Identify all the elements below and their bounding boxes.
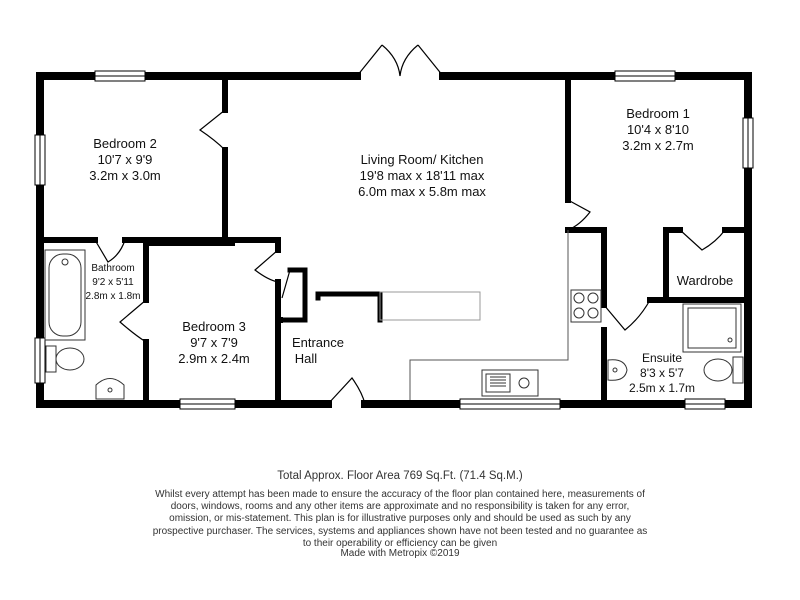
room-imperial: 9'2 x 5'11	[92, 277, 134, 288]
toilet-icon	[704, 357, 743, 383]
room-living-kitchen	[358, 152, 486, 199]
room-metric: 2.9m x 2.4m	[178, 351, 250, 366]
room-metric: 2.8m x 1.8m	[85, 291, 141, 302]
room-imperial: 10'7 x 9'9	[97, 152, 153, 167]
room-name: Bedroom 1	[626, 106, 690, 121]
room-name-line1: Entrance	[291, 335, 345, 350]
room-imperial: 8'3 x 5'7	[640, 366, 684, 380]
made-with-credit: Made with Metropix ©2019	[340, 548, 460, 559]
room-name: Ensuite	[641, 351, 683, 365]
room-metric: 2.5m x 1.7m	[628, 381, 696, 395]
room-bedroom-1	[622, 106, 694, 153]
room-name: Bedroom 3	[182, 319, 246, 334]
room-entrance-hall	[292, 335, 344, 366]
disclaimer-text: Whilst every attempt has been made to ensure the accuracy of the floor plan contained here, measurements of doors, windows, rooms and any other items are approximate and no responsibility is taken for any error, omission, or mis-statement. This plan is for illustrative purposes only and should be used as such by any prospective purchaser. The services, systems and appliances shown have not been tested and no guarantee as to their operability or efficiency can be given	[152, 489, 648, 549]
room-ensuite	[629, 351, 695, 395]
room-name: Bedroom 2	[93, 136, 157, 151]
toilet-icon	[46, 346, 84, 372]
room-name-line2: Hall	[294, 351, 318, 366]
room-name: Wardrobe	[676, 273, 734, 288]
room-metric: 3.2m x 2.7m	[622, 138, 694, 153]
floor-area-total: Total Approx. Floor Area 769 Sq.Ft. (71.4 Sq.M.)	[277, 470, 523, 482]
room-imperial: 10'4 x 8'10	[626, 122, 690, 137]
bathtub-icon	[45, 250, 85, 340]
room-name: Living Room/ Kitchen	[360, 152, 484, 167]
room-metric: 6.0m max x 5.8m max	[358, 184, 486, 199]
basin-icon	[608, 360, 627, 381]
room-wardrobe	[677, 273, 734, 288]
room-bedroom-3	[178, 319, 250, 366]
room-bathroom	[85, 263, 140, 302]
room-name: Bathroom	[91, 263, 135, 274]
room-imperial: 19'8 max x 18'11 max	[359, 168, 485, 183]
sink-icon	[482, 370, 538, 396]
hob-icon	[571, 290, 601, 322]
basin-icon	[96, 379, 124, 400]
shower-icon	[683, 304, 741, 352]
room-metric: 3.2m x 3.0m	[89, 168, 161, 183]
room-bedroom-2	[89, 136, 161, 183]
room-imperial: 9'7 x 7'9	[190, 335, 238, 350]
kitchen-units	[380, 230, 568, 400]
